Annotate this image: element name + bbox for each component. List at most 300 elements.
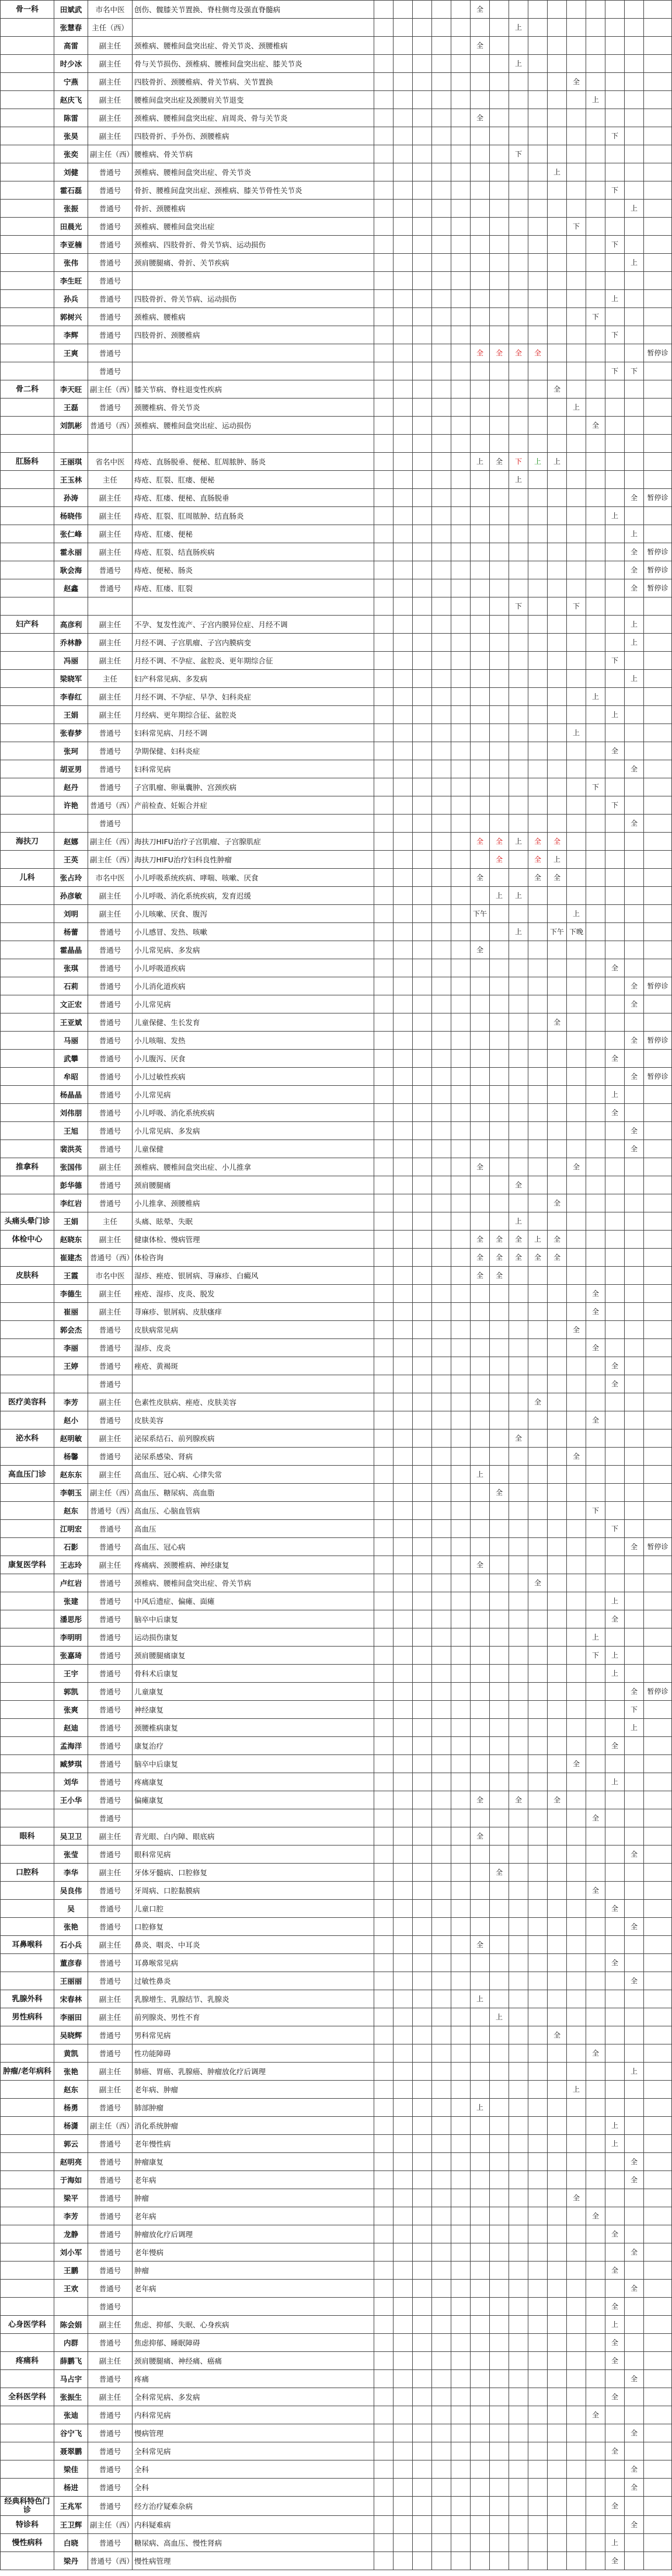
schedule-slot-cell (432, 1502, 451, 1520)
schedule-slot-cell (374, 1267, 394, 1285)
schedule-slot-cell (567, 2370, 586, 2388)
schedule-slot-cell (625, 163, 644, 181)
schedule-slot-cell: 下 (605, 127, 625, 145)
department-cell (1, 1176, 54, 1194)
schedule-slot-cell (432, 1104, 451, 1122)
schedule-slot-cell (528, 1158, 548, 1176)
schedule-note-cell (644, 2534, 672, 2552)
schedule-slot-cell (509, 163, 528, 181)
schedule-slot-cell (432, 670, 451, 688)
schedule-slot-cell: 全 (605, 1900, 625, 1918)
schedule-slot-cell (548, 2189, 567, 2207)
schedule-note-cell (644, 1321, 672, 1339)
schedule-slot-cell (605, 2207, 625, 2225)
doctor-name-cell: 李天旺 (54, 380, 88, 399)
department-cell (1, 2334, 54, 2352)
specialty-cell: 腰椎病、骨关节病 (133, 145, 374, 163)
specialty-cell: 骨折、颈腰椎病 (133, 200, 374, 218)
schedule-note-cell (644, 2225, 672, 2243)
schedule-slot-cell: 下 (586, 308, 605, 326)
schedule-slot-cell (394, 1647, 413, 1665)
schedule-slot-cell (567, 760, 586, 778)
schedule-slot-cell (567, 2298, 586, 2316)
schedule-note-cell (644, 1158, 672, 1176)
table-row (1, 2497, 672, 2516)
schedule-slot-cell (567, 2207, 586, 2225)
schedule-slot-cell (374, 1466, 394, 1484)
schedule-slot-cell: 全 (625, 543, 644, 561)
schedule-note-cell (644, 1556, 672, 1574)
schedule-slot-cell (548, 362, 567, 380)
schedule-note-cell (644, 778, 672, 796)
schedule-slot-cell (548, 2352, 567, 2370)
schedule-slot-cell (451, 1882, 471, 1900)
schedule-slot-cell (413, 55, 432, 73)
schedule-slot-cell (394, 1357, 413, 1375)
schedule-slot-cell (471, 1683, 490, 1701)
schedule-slot-cell (567, 869, 586, 887)
schedule-slot-cell (528, 2298, 548, 2316)
specialty-cell: 经方治疗疑难杂病 (133, 2497, 374, 2516)
schedule-slot-cell (451, 1104, 471, 1122)
schedule-slot-cell (509, 2262, 528, 2280)
schedule-slot-cell (586, 525, 605, 543)
doctor-name-cell: 霍永丽 (54, 543, 88, 561)
schedule-slot-cell (471, 1520, 490, 1538)
schedule-slot-cell (625, 833, 644, 851)
schedule-slot-cell (374, 2262, 394, 2280)
doctor-title-cell: 副主任（西） (88, 2117, 133, 2135)
doctor-title-cell: 普通号 (88, 1520, 133, 1538)
department-cell (1, 73, 54, 91)
schedule-slot-cell (586, 941, 605, 959)
schedule-slot-cell (394, 1212, 413, 1231)
schedule-slot-cell (451, 362, 471, 380)
schedule-slot-cell (548, 2171, 567, 2189)
schedule-slot-cell (625, 1755, 644, 1773)
schedule-slot-cell (413, 1231, 432, 1249)
schedule-slot-cell (374, 453, 394, 471)
schedule-slot-cell (567, 2153, 586, 2171)
schedule-slot-cell: 全 (625, 995, 644, 1013)
schedule-slot-cell (509, 543, 528, 561)
schedule-slot-cell (605, 1846, 625, 1864)
schedule-slot-cell (605, 1538, 625, 1556)
table-row (1, 941, 672, 959)
specialty-cell: 色素性皮肤病、痤疮、皮肤美容 (133, 1393, 374, 1411)
schedule-slot-cell (586, 2516, 605, 2534)
schedule-slot-cell: 上 (605, 2534, 625, 2552)
schedule-slot-cell: 全 (586, 1303, 605, 1321)
schedule-slot-cell (374, 887, 394, 905)
specialty-cell: 创伤、髋膝关节置换、脊柱侧弯及强直脊髓病 (133, 1, 374, 19)
schedule-slot-cell (548, 1520, 567, 1538)
schedule-slot-cell (528, 1, 548, 19)
schedule-slot-cell (528, 1140, 548, 1158)
schedule-slot-cell: 全 (528, 1249, 548, 1267)
doctor-name-cell: 许艳 (54, 796, 88, 815)
schedule-slot-cell (548, 2552, 567, 2570)
doctor-name-cell (54, 2298, 88, 2316)
schedule-slot-cell (432, 1683, 451, 1701)
schedule-slot-cell (548, 616, 567, 634)
specialty-cell: 鼻炎、咽炎、中耳炎 (133, 1936, 374, 1954)
schedule-slot-cell (451, 1719, 471, 1737)
schedule-slot-cell (625, 145, 644, 163)
doctor-title-cell: 副主任 (88, 616, 133, 634)
schedule-slot-cell (509, 706, 528, 724)
schedule-slot-cell (394, 1628, 413, 1647)
schedule-slot-cell (509, 272, 528, 290)
doctor-title-cell: 普通号 (88, 1719, 133, 1737)
schedule-note-cell (644, 1194, 672, 1212)
schedule-slot-cell (490, 670, 509, 688)
table-row (1, 1249, 672, 1267)
schedule-slot-cell (451, 109, 471, 127)
department-cell (1, 815, 54, 833)
schedule-slot-cell (567, 652, 586, 670)
schedule-slot-cell (567, 2424, 586, 2442)
schedule-slot-cell (490, 2243, 509, 2262)
schedule-slot-cell (413, 706, 432, 724)
specialty-cell: 小儿常见病 (133, 995, 374, 1013)
schedule-slot-cell (374, 1194, 394, 1212)
specialty-cell: 慢病管理 (133, 2424, 374, 2442)
schedule-slot-cell (432, 724, 451, 742)
schedule-slot-cell (548, 1285, 567, 1303)
doctor-title-cell: 副主任 (88, 2388, 133, 2406)
schedule-slot-cell (394, 1574, 413, 1592)
schedule-slot-cell (413, 1556, 432, 1574)
specialty-cell: 肿瘤 (133, 2189, 374, 2207)
schedule-slot-cell (432, 706, 451, 724)
specialty-cell: 泌尿系感染、肾病 (133, 1448, 374, 1466)
schedule-slot-cell: 全 (625, 2153, 644, 2171)
table-row (1, 272, 672, 290)
table-row (1, 1104, 672, 1122)
schedule-slot-cell (509, 1339, 528, 1357)
schedule-slot-cell (374, 109, 394, 127)
schedule-slot-cell (586, 1773, 605, 1791)
schedule-slot-cell (413, 543, 432, 561)
schedule-slot-cell (413, 1520, 432, 1538)
schedule-slot-cell (471, 977, 490, 995)
schedule-slot-cell (586, 2280, 605, 2298)
schedule-slot-cell (605, 453, 625, 471)
specialty-cell: 肿瘤放化疗后调理 (133, 2225, 374, 2243)
schedule-slot-cell (471, 2153, 490, 2171)
schedule-slot-cell (625, 2117, 644, 2135)
schedule-slot-cell: 上 (605, 706, 625, 724)
doctor-title-cell: 普通号 (88, 163, 133, 181)
schedule-slot-cell (394, 91, 413, 109)
doctor-name-cell: 杨蕾 (54, 923, 88, 941)
specialty-cell: 高血压、冠心病、心律失常 (133, 1466, 374, 1484)
schedule-slot-cell (490, 959, 509, 977)
schedule-slot-cell (528, 1032, 548, 1050)
department-cell (1, 326, 54, 344)
schedule-slot-cell (509, 2117, 528, 2135)
schedule-slot-cell (413, 1050, 432, 1068)
department-cell (1, 1068, 54, 1086)
schedule-slot-cell (567, 507, 586, 525)
schedule-slot-cell (548, 2063, 567, 2081)
schedule-slot-cell: 上 (586, 1628, 605, 1647)
schedule-slot-cell (605, 1321, 625, 1339)
schedule-slot-cell (432, 869, 451, 887)
doctor-title-cell: 普通号 (88, 959, 133, 977)
schedule-slot-cell (394, 471, 413, 489)
schedule-slot-cell (394, 905, 413, 923)
schedule-slot-cell (605, 1068, 625, 1086)
schedule-slot-cell (586, 1032, 605, 1050)
schedule-slot-cell (451, 1809, 471, 1827)
doctor-title-cell: 普通号 (88, 272, 133, 290)
schedule-slot-cell (490, 1791, 509, 1809)
schedule-slot-cell (586, 1719, 605, 1737)
schedule-slot-cell: 全 (625, 579, 644, 597)
schedule-slot-cell (605, 1122, 625, 1140)
doctor-name-cell: 赵娜 (54, 833, 88, 851)
schedule-slot-cell (432, 2552, 451, 2570)
schedule-slot-cell (586, 760, 605, 778)
schedule-slot-cell (586, 2026, 605, 2044)
schedule-slot-cell (374, 1321, 394, 1339)
table-row (1, 1538, 672, 1556)
schedule-slot-cell (509, 489, 528, 507)
schedule-slot-cell (413, 1737, 432, 1755)
schedule-slot-cell (413, 778, 432, 796)
schedule-slot-cell (625, 1013, 644, 1032)
schedule-note-cell: 暂停诊 (644, 344, 672, 362)
schedule-slot-cell (567, 1285, 586, 1303)
schedule-slot-cell: 全 (605, 1050, 625, 1068)
schedule-slot-cell (490, 1665, 509, 1683)
schedule-slot-cell (625, 1194, 644, 1212)
schedule-slot-cell (451, 869, 471, 887)
schedule-note-cell (644, 435, 672, 453)
schedule-slot-cell (432, 2189, 451, 2207)
schedule-note-cell (644, 2497, 672, 2516)
department-cell (1, 634, 54, 652)
specialty-cell: 肺癌、胃癌、乳腺癌、肿瘤放化疗后调理 (133, 2063, 374, 2081)
schedule-slot-cell (374, 1411, 394, 1429)
schedule-slot-cell (509, 2316, 528, 2334)
schedule-slot-cell (413, 1466, 432, 1484)
schedule-slot-cell (528, 887, 548, 905)
schedule-slot-cell (509, 2497, 528, 2516)
table-row (1, 561, 672, 579)
department-cell (1, 1050, 54, 1068)
schedule-slot-cell (490, 489, 509, 507)
schedule-slot-cell (586, 1, 605, 19)
specialty-cell (133, 597, 374, 616)
schedule-slot-cell (548, 218, 567, 236)
schedule-slot-cell (413, 869, 432, 887)
schedule-slot-cell (432, 1176, 451, 1194)
department-cell (1, 417, 54, 435)
schedule-slot-cell (567, 2460, 586, 2479)
doctor-title-cell: 普通号 (88, 2479, 133, 2497)
department-cell (1, 652, 54, 670)
table-row (1, 670, 672, 688)
schedule-slot-cell (432, 2044, 451, 2063)
department-cell: 慢性病科 (1, 2534, 54, 2552)
schedule-slot-cell (394, 272, 413, 290)
schedule-slot-cell (509, 941, 528, 959)
department-cell: 皮肤科 (1, 1267, 54, 1285)
specialty-cell (133, 2298, 374, 2316)
schedule-slot-cell (586, 959, 605, 977)
table-row (1, 1610, 672, 1628)
schedule-slot-cell (586, 2370, 605, 2388)
department-cell (1, 1665, 54, 1683)
specialty-cell (133, 19, 374, 37)
schedule-slot-cell (394, 1990, 413, 2008)
schedule-slot-cell (528, 272, 548, 290)
specialty-cell: 月经不调、子宫肌瘤、子宫内膜病变 (133, 634, 374, 652)
schedule-slot-cell (625, 1448, 644, 1466)
schedule-slot-cell (451, 1140, 471, 1158)
schedule-slot-cell (490, 2552, 509, 2570)
schedule-slot-cell (586, 1574, 605, 1592)
doctor-title-cell: 副主任 (88, 1285, 133, 1303)
schedule-slot-cell (374, 579, 394, 597)
schedule-slot-cell (528, 218, 548, 236)
schedule-slot-cell (490, 2081, 509, 2099)
schedule-slot-cell (528, 145, 548, 163)
schedule-slot-cell (490, 1303, 509, 1321)
schedule-slot-cell (528, 2044, 548, 2063)
schedule-slot-cell (432, 1122, 451, 1140)
specialty-cell: 子宫肌瘤、卵巢囊肿、宫颈疾病 (133, 778, 374, 796)
schedule-slot-cell (528, 1701, 548, 1719)
schedule-slot-cell (490, 1719, 509, 1737)
schedule-slot-cell (605, 2243, 625, 2262)
schedule-slot-cell (432, 778, 451, 796)
schedule-slot-cell (394, 2171, 413, 2189)
schedule-slot-cell (567, 1339, 586, 1357)
doctor-name-cell: 刘健 (54, 163, 88, 181)
schedule-slot-cell (432, 19, 451, 37)
specialty-cell: 痔疮、肛瘘、便秘、直肠脱垂 (133, 489, 374, 507)
schedule-slot-cell (509, 1900, 528, 1918)
schedule-slot-cell (394, 2352, 413, 2370)
schedule-slot-cell: 全 (509, 1176, 528, 1194)
schedule-slot-cell (471, 127, 490, 145)
schedule-slot-cell (374, 1122, 394, 1140)
schedule-slot-cell (625, 1628, 644, 1647)
schedule-slot-cell (374, 1050, 394, 1068)
doctor-title-cell: 普通号 (88, 923, 133, 941)
doctor-title-cell: 副主任 (88, 2081, 133, 2099)
schedule-note-cell (644, 1592, 672, 1610)
schedule-slot-cell (490, 706, 509, 724)
schedule-slot-cell (374, 380, 394, 399)
schedule-slot-cell (451, 1918, 471, 1936)
schedule-slot-cell (413, 1809, 432, 1827)
schedule-slot-cell (432, 652, 451, 670)
doctor-name-cell: 孙兵 (54, 290, 88, 308)
schedule-slot-cell (528, 724, 548, 742)
schedule-slot-cell: 全 (548, 1231, 567, 1249)
schedule-slot-cell (374, 1285, 394, 1303)
schedule-slot-cell (413, 833, 432, 851)
schedule-slot-cell (471, 1502, 490, 1520)
schedule-slot-cell (432, 1032, 451, 1050)
table-row (1, 1954, 672, 1972)
schedule-slot-cell (471, 1538, 490, 1556)
schedule-note-cell (644, 597, 672, 616)
schedule-slot-cell (394, 1719, 413, 1737)
schedule-slot-cell (509, 1466, 528, 1484)
table-row (1, 2008, 672, 2026)
doctor-title-cell: 市名中医 (88, 869, 133, 887)
schedule-slot-cell (471, 1719, 490, 1737)
schedule-slot-cell (509, 507, 528, 525)
schedule-slot-cell (625, 399, 644, 417)
schedule-slot-cell (394, 2334, 413, 2352)
schedule-slot-cell (413, 815, 432, 833)
schedule-slot-cell (509, 1719, 528, 1737)
schedule-slot-cell (490, 127, 509, 145)
department-cell (1, 1719, 54, 1737)
schedule-slot-cell: 下 (509, 145, 528, 163)
schedule-slot-cell (528, 579, 548, 597)
schedule-slot-cell (451, 145, 471, 163)
schedule-slot-cell (490, 1574, 509, 1592)
schedule-slot-cell (528, 1592, 548, 1610)
schedule-note-cell (644, 380, 672, 399)
doctor-name-cell: 杨潇 (54, 2117, 88, 2135)
schedule-slot-cell (451, 1592, 471, 1610)
schedule-slot-cell (586, 73, 605, 91)
schedule-slot-cell (509, 2207, 528, 2225)
schedule-slot-cell (471, 742, 490, 760)
schedule-slot-cell (413, 2406, 432, 2424)
schedule-slot-cell (605, 1809, 625, 1827)
schedule-slot-cell (451, 181, 471, 200)
specialty-cell: 老年病 (133, 2171, 374, 2189)
schedule-slot-cell: 全 (471, 1249, 490, 1267)
schedule-slot-cell (528, 760, 548, 778)
schedule-slot-cell (567, 2552, 586, 2570)
schedule-slot-cell (586, 652, 605, 670)
specialty-cell: 月经病、更年期综合征、盆腔炎 (133, 706, 374, 724)
specialty-cell: 偏瘫康复 (133, 1791, 374, 1809)
schedule-slot-cell (432, 2081, 451, 2099)
department-cell (1, 435, 54, 453)
schedule-slot-cell (586, 1158, 605, 1176)
schedule-slot-cell: 全 (548, 1194, 567, 1212)
department-cell: 经典科特色门诊 (1, 2497, 54, 2516)
schedule-slot-cell (586, 2479, 605, 2497)
schedule-slot-cell (567, 290, 586, 308)
schedule-slot-cell (548, 2388, 567, 2406)
schedule-slot-cell (625, 2388, 644, 2406)
schedule-slot-cell (625, 1176, 644, 1194)
schedule-slot-cell (548, 1665, 567, 1683)
schedule-slot-cell (605, 634, 625, 652)
schedule-slot-cell (432, 218, 451, 236)
schedule-slot-cell (625, 1321, 644, 1339)
schedule-slot-cell (490, 1212, 509, 1231)
schedule-slot-cell (509, 1864, 528, 1882)
schedule-slot-cell (528, 163, 548, 181)
schedule-note-cell (644, 2406, 672, 2424)
schedule-slot-cell (394, 2081, 413, 2099)
schedule-slot-cell (605, 579, 625, 597)
